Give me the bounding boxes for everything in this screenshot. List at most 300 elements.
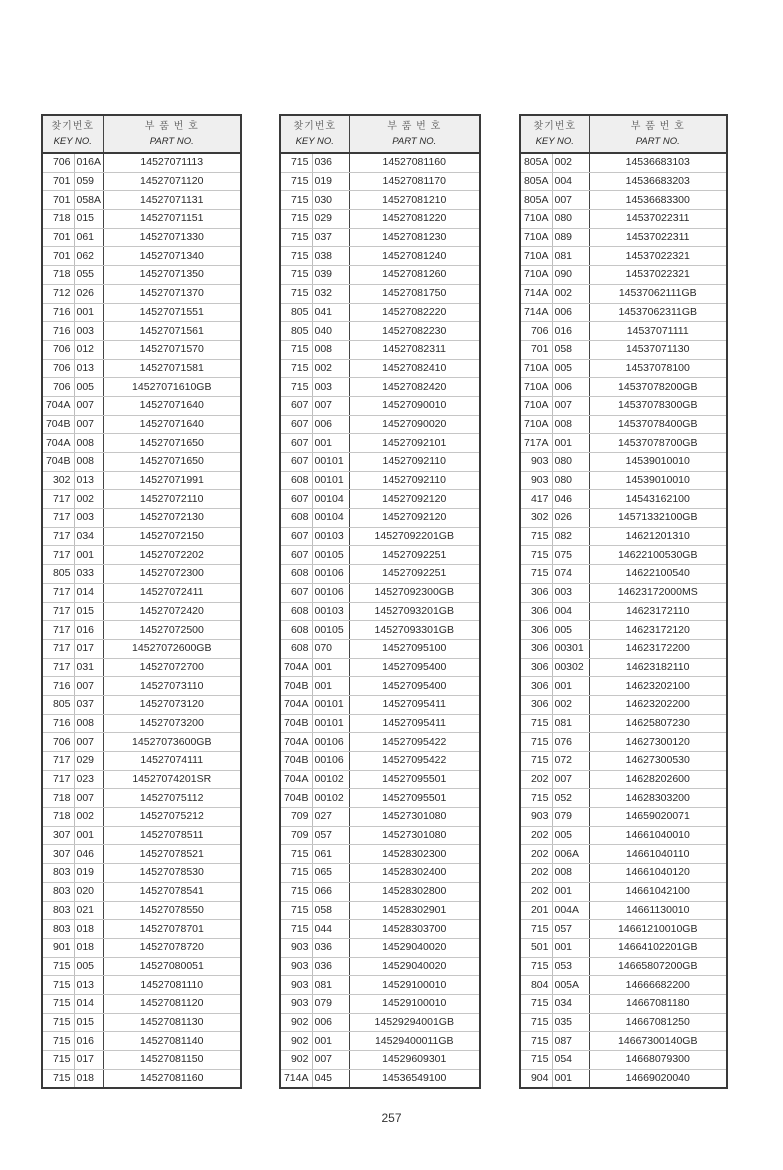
parts-table-3 (519, 114, 728, 1089)
key-group: 710A (520, 415, 552, 434)
key-group: 715 (280, 901, 312, 920)
table-row (42, 509, 241, 528)
key-item: 090 (552, 266, 589, 285)
part-number: 14623202100 (589, 677, 727, 696)
key-group: 715 (280, 266, 312, 285)
part-number: 14623172000MS (589, 583, 727, 602)
key-no-header-kr: 찾기번호 (51, 121, 95, 132)
table-row (42, 826, 241, 845)
table-row (42, 1069, 241, 1088)
part-number: 14539010010 (589, 471, 727, 490)
part-number: 14527072420 (103, 602, 241, 621)
part-number: 14537078100 (589, 359, 727, 378)
table-row (280, 415, 480, 434)
part-number: 14527092110 (349, 471, 480, 490)
key-group: 306 (520, 602, 552, 621)
table-row (42, 284, 241, 303)
key-item: 00105 (312, 546, 349, 565)
table-row (42, 920, 241, 939)
key-group: 607 (280, 546, 312, 565)
key-item: 002 (552, 695, 589, 714)
key-group: 709 (280, 808, 312, 827)
key-item: 066 (312, 882, 349, 901)
part-number: 14527071570 (103, 340, 241, 359)
key-group: 202 (520, 882, 552, 901)
table-row (42, 957, 241, 976)
table-row (42, 172, 241, 191)
key-item: 007 (312, 396, 349, 415)
key-item: 020 (74, 882, 103, 901)
key-group: 307 (42, 845, 74, 864)
key-group: 715 (280, 845, 312, 864)
key-group: 717A (520, 434, 552, 453)
table-row (520, 621, 727, 640)
key-item: 026 (74, 284, 103, 303)
key-group: 302 (42, 471, 74, 490)
key-group: 306 (520, 695, 552, 714)
part-number: 14527092110 (349, 453, 480, 472)
part-number: 14527072700 (103, 658, 241, 677)
key-no-header (42, 115, 103, 153)
key-item: 005 (552, 826, 589, 845)
part-number: 14537078400GB (589, 415, 727, 434)
key-group: 716 (42, 677, 74, 696)
key-item: 052 (552, 789, 589, 808)
key-item: 00105 (312, 621, 349, 640)
part-number: 14527092300GB (349, 583, 480, 602)
key-item: 007 (74, 789, 103, 808)
part-number: 14661040010 (589, 826, 727, 845)
key-group: 903 (280, 976, 312, 995)
part-no-header-en: PART NO. (149, 136, 194, 147)
key-item: 003 (552, 583, 589, 602)
table-row (520, 191, 727, 210)
part-number: 14528302400 (349, 864, 480, 883)
key-group: 704B (280, 789, 312, 808)
part-number: 14527081120 (103, 994, 241, 1013)
part-number: 14665807200GB (589, 957, 727, 976)
table-row (520, 826, 727, 845)
table-header (42, 115, 241, 153)
table-row (280, 621, 480, 640)
part-number: 14527095501 (349, 789, 480, 808)
key-group: 803 (42, 882, 74, 901)
key-group: 717 (42, 546, 74, 565)
key-group: 716 (42, 714, 74, 733)
key-item: 046 (552, 490, 589, 509)
part-number: 14664102201GB (589, 938, 727, 957)
table-row (42, 565, 241, 584)
key-item: 081 (312, 976, 349, 995)
table-row (280, 471, 480, 490)
key-group: 715 (520, 957, 552, 976)
key-item: 00103 (312, 602, 349, 621)
table-row (520, 266, 727, 285)
key-group: 701 (42, 247, 74, 266)
table-row (42, 938, 241, 957)
key-item: 007 (552, 396, 589, 415)
key-item: 007 (552, 191, 589, 210)
table-row (42, 752, 241, 771)
key-group: 714A (520, 303, 552, 322)
key-item: 00102 (312, 770, 349, 789)
part-number: 14527081260 (349, 266, 480, 285)
part-number: 14527072150 (103, 527, 241, 546)
part-number: 14527071131 (103, 191, 241, 210)
table-row (520, 602, 727, 621)
key-group: 710A (520, 228, 552, 247)
key-group: 715 (520, 527, 552, 546)
part-no-header-kr: 부 품 번 호 (387, 121, 442, 132)
table-row (42, 359, 241, 378)
key-item: 003 (312, 378, 349, 397)
table-row (42, 247, 241, 266)
part-number: 14529100010 (349, 994, 480, 1013)
part-number: 14661042100 (589, 882, 727, 901)
table-row (520, 396, 727, 415)
part-number: 14528302300 (349, 845, 480, 864)
key-group: 715 (280, 153, 312, 172)
key-group: 717 (42, 583, 74, 602)
table-row (280, 1051, 480, 1070)
key-group: 608 (280, 565, 312, 584)
part-number: 14527071640 (103, 396, 241, 415)
key-item: 006 (312, 415, 349, 434)
table-row (42, 770, 241, 789)
key-group: 718 (42, 266, 74, 285)
part-number: 14537078300GB (589, 396, 727, 415)
key-item: 089 (552, 228, 589, 247)
key-item: 002 (552, 153, 589, 172)
key-group: 715 (280, 247, 312, 266)
part-number: 14537078700GB (589, 434, 727, 453)
key-item: 079 (552, 808, 589, 827)
key-item: 074 (552, 565, 589, 584)
part-number: 14527072130 (103, 509, 241, 528)
table-row (520, 639, 727, 658)
table-row (520, 901, 727, 920)
table-row (42, 415, 241, 434)
key-group: 804 (520, 976, 552, 995)
key-group: 607 (280, 415, 312, 434)
part-number: 14527092120 (349, 509, 480, 528)
part-number: 14527071640 (103, 415, 241, 434)
key-group: 704B (280, 752, 312, 771)
page-number: 257 (381, 1111, 402, 1125)
key-group: 704A (42, 434, 74, 453)
key-item: 00104 (312, 490, 349, 509)
table-row (42, 396, 241, 415)
part-number: 14537022311 (589, 210, 727, 229)
part-number: 14536549100 (349, 1069, 480, 1088)
key-group: 715 (280, 172, 312, 191)
table-row (520, 752, 727, 771)
key-item: 070 (312, 639, 349, 658)
key-item: 016A (74, 153, 103, 172)
key-item: 015 (74, 210, 103, 229)
part-number: 14527072300 (103, 565, 241, 584)
key-item: 055 (74, 266, 103, 285)
key-item: 036 (312, 957, 349, 976)
key-item: 004 (552, 172, 589, 191)
key-group: 717 (42, 602, 74, 621)
part-number: 14527073120 (103, 695, 241, 714)
table-row (280, 396, 480, 415)
part-number: 14527071370 (103, 284, 241, 303)
key-item: 008 (74, 434, 103, 453)
key-item: 00301 (552, 639, 589, 658)
key-group: 718 (42, 210, 74, 229)
table-row (520, 153, 727, 172)
key-group: 710A (520, 396, 552, 415)
key-group: 803 (42, 864, 74, 883)
key-item: 00101 (312, 453, 349, 472)
part-number: 14527071581 (103, 359, 241, 378)
key-item: 058 (312, 901, 349, 920)
key-group: 715 (520, 565, 552, 584)
part-number: 14539010010 (589, 453, 727, 472)
key-group: 714A (280, 1069, 312, 1088)
table-row (520, 976, 727, 995)
key-group: 706 (42, 340, 74, 359)
table-row (520, 434, 727, 453)
key-group: 608 (280, 471, 312, 490)
key-item: 002 (312, 359, 349, 378)
part-number: 14661210010GB (589, 920, 727, 939)
key-item: 027 (312, 808, 349, 827)
table-row (42, 303, 241, 322)
key-item: 040 (312, 322, 349, 341)
key-item: 030 (312, 191, 349, 210)
key-group: 704B (280, 677, 312, 696)
part-number: 14527092251 (349, 546, 480, 565)
table-row (280, 1032, 480, 1051)
key-item: 002 (74, 808, 103, 827)
part-number: 14537022311 (589, 228, 727, 247)
key-group: 715 (280, 228, 312, 247)
key-item: 00106 (312, 733, 349, 752)
key-no-header-en: KEY NO. (535, 136, 574, 147)
key-group: 715 (42, 976, 74, 995)
key-group: 701 (520, 340, 552, 359)
table-row (280, 845, 480, 864)
part-number: 14627300120 (589, 733, 727, 752)
key-group: 704A (280, 695, 312, 714)
part-number: 14527081130 (103, 1013, 241, 1032)
key-no-header (520, 115, 589, 153)
table-row (42, 789, 241, 808)
part-number: 14527071650 (103, 453, 241, 472)
key-item: 036 (312, 938, 349, 957)
part-number: 14527071610GB (103, 378, 241, 397)
key-group: 904 (520, 1069, 552, 1088)
table-row (42, 976, 241, 995)
table-row (42, 602, 241, 621)
key-item: 019 (312, 172, 349, 191)
key-item: 036 (312, 153, 349, 172)
key-group: 710A (520, 210, 552, 229)
key-group: 706 (42, 733, 74, 752)
key-item: 001 (74, 826, 103, 845)
key-item: 053 (552, 957, 589, 976)
table-row (42, 583, 241, 602)
key-group: 607 (280, 490, 312, 509)
part-no-header-kr: 부 품 번 호 (630, 121, 685, 132)
key-group: 903 (520, 808, 552, 827)
key-group: 712 (42, 284, 74, 303)
key-group: 306 (520, 583, 552, 602)
key-item: 008 (312, 340, 349, 359)
key-item: 015 (74, 1013, 103, 1032)
part-number: 14527071340 (103, 247, 241, 266)
table-row (520, 378, 727, 397)
key-group: 715 (42, 1032, 74, 1051)
part-number: 14527075212 (103, 808, 241, 827)
key-item: 033 (74, 565, 103, 584)
key-item: 035 (552, 1013, 589, 1032)
part-number: 14627300530 (589, 752, 727, 771)
part-number: 14527073200 (103, 714, 241, 733)
part-number: 14527072202 (103, 546, 241, 565)
key-item: 018 (74, 920, 103, 939)
key-group: 709 (280, 826, 312, 845)
table-row (42, 153, 241, 172)
key-item: 00101 (312, 471, 349, 490)
key-item: 00104 (312, 509, 349, 528)
key-group: 715 (42, 1051, 74, 1070)
part-number: 14527071551 (103, 303, 241, 322)
key-group: 715 (520, 714, 552, 733)
key-item: 006A (552, 845, 589, 864)
key-item: 002 (74, 490, 103, 509)
key-group: 704A (280, 733, 312, 752)
part-number: 14623172120 (589, 621, 727, 640)
part-no-header (103, 115, 241, 153)
part-number: 14528302901 (349, 901, 480, 920)
table-row (280, 639, 480, 658)
part-number: 14623172110 (589, 602, 727, 621)
table-row (42, 994, 241, 1013)
table-row (280, 153, 480, 172)
key-item: 018 (74, 1069, 103, 1088)
key-group: 202 (520, 770, 552, 789)
key-group: 710A (520, 359, 552, 378)
table-row (520, 415, 727, 434)
key-group: 715 (280, 191, 312, 210)
part-number: 14527072500 (103, 621, 241, 640)
key-group: 704A (42, 396, 74, 415)
part-number: 14527080051 (103, 957, 241, 976)
table-row (42, 453, 241, 472)
table-row (280, 565, 480, 584)
key-item: 001 (74, 546, 103, 565)
table-row (520, 565, 727, 584)
part-number: 14623182110 (589, 658, 727, 677)
table-row (520, 453, 727, 472)
key-item: 00102 (312, 789, 349, 808)
key-item: 046 (74, 845, 103, 864)
key-group: 805A (520, 191, 552, 210)
key-item: 059 (74, 172, 103, 191)
parts-table-2 (279, 114, 481, 1089)
key-item: 026 (552, 509, 589, 528)
key-item: 003 (74, 509, 103, 528)
key-item: 00302 (552, 658, 589, 677)
key-group: 715 (520, 789, 552, 808)
key-item: 007 (74, 733, 103, 752)
part-number: 14529040020 (349, 938, 480, 957)
key-group: 715 (280, 359, 312, 378)
key-item: 00101 (312, 695, 349, 714)
table-row (42, 527, 241, 546)
part-number: 14527081160 (349, 153, 480, 172)
table-row (520, 733, 727, 752)
table-row (280, 284, 480, 303)
table-row (520, 583, 727, 602)
table-row (280, 583, 480, 602)
part-number: 14529040020 (349, 957, 480, 976)
part-number: 14667081180 (589, 994, 727, 1013)
key-group: 717 (42, 639, 74, 658)
table-row (280, 490, 480, 509)
parts-table-1 (41, 114, 242, 1089)
key-group: 902 (280, 1013, 312, 1032)
key-item: 001 (312, 658, 349, 677)
key-group: 417 (520, 490, 552, 509)
table-row (280, 920, 480, 939)
table-row (280, 901, 480, 920)
part-number: 14527082220 (349, 303, 480, 322)
key-item: 006 (312, 1013, 349, 1032)
table-row (280, 378, 480, 397)
part-number: 14527072411 (103, 583, 241, 602)
part-number: 14536683203 (589, 172, 727, 191)
key-item: 076 (552, 733, 589, 752)
key-item: 019 (74, 864, 103, 883)
key-item: 016 (74, 621, 103, 640)
key-item: 001 (552, 1069, 589, 1088)
table-row (280, 172, 480, 191)
key-group: 803 (42, 901, 74, 920)
part-number: 14537022321 (589, 247, 727, 266)
key-group: 715 (42, 957, 74, 976)
key-item: 001 (74, 303, 103, 322)
key-group: 805A (520, 153, 552, 172)
table-row (42, 882, 241, 901)
part-number: 14527071350 (103, 266, 241, 285)
key-item: 080 (552, 453, 589, 472)
table-row (520, 714, 727, 733)
key-group: 607 (280, 453, 312, 472)
table-row (42, 1032, 241, 1051)
key-item: 00106 (312, 752, 349, 771)
table-row (280, 546, 480, 565)
key-item: 045 (312, 1069, 349, 1088)
key-group: 704A (280, 770, 312, 789)
part-number: 14527078550 (103, 901, 241, 920)
key-item: 001 (552, 938, 589, 957)
key-group: 608 (280, 602, 312, 621)
key-group: 715 (520, 920, 552, 939)
key-group: 715 (520, 733, 552, 752)
key-group: 902 (280, 1032, 312, 1051)
key-no-header-kr: 찾기번호 (293, 121, 337, 132)
table-row (520, 172, 727, 191)
key-group: 715 (520, 994, 552, 1013)
key-group: 607 (280, 396, 312, 415)
table-row (280, 864, 480, 883)
part-number: 14527092120 (349, 490, 480, 509)
